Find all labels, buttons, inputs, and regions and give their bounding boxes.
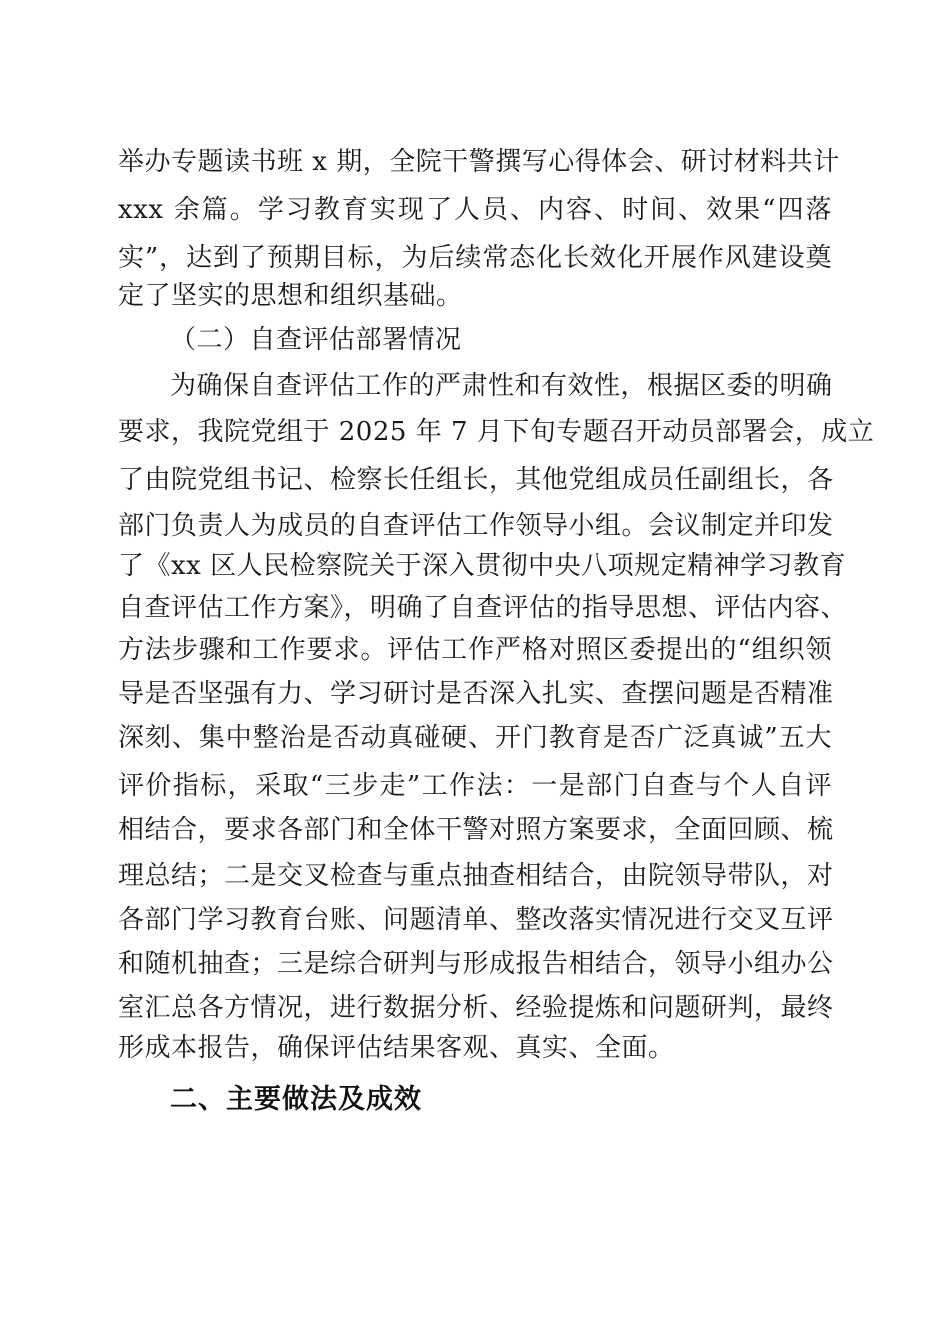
paragraph-line: 了《xx 区人民检察院关于深入贯彻中央八项规定精神学习教育 (118, 551, 847, 581)
paragraph-line: 深刻、集中整治是否动真碰硬、开门教育是否广泛真诚”五大 (118, 723, 832, 753)
paragraph-line: 和随机抽查；三是综合研判与形成报告相结合，领导小组办公 (118, 949, 834, 979)
paragraph-line: 相结合，要求各部门和全体干警对照方案要求，全面回顾、梳 (118, 815, 834, 845)
paragraph-line: xxx 余篇。学习教育实现了人员、内容、时间、效果“四落 (118, 195, 832, 225)
paragraph-line: 理总结；二是交叉检查与重点抽查相结合，由院领导带队，对 (118, 861, 834, 891)
subheading: （二）自查评估部署情况 (170, 325, 462, 355)
paragraph-line: 各部门学习教育台账、问题清单、整改落实情况进行交叉互评 (118, 905, 834, 935)
paragraph-line: 定了坚实的思想和组织基础。 (118, 281, 463, 311)
paragraph-line: 要求，我院党组于 2025 年 7 月下旬专题召开动员部署会，成立 (118, 417, 875, 447)
paragraph-line: 实”，达到了预期目标，为后续常态化长效化开展作风建设奠 (118, 243, 832, 273)
paragraph-line: 室汇总各方情况，进行数据分析、经验提炼和问题研判，最终 (118, 993, 834, 1023)
paragraph-line: 自查评估工作方案》，明确了自查评估的指导思想、评估内容、 (118, 593, 848, 623)
paragraph-line: 方法步骤和工作要求。评估工作严格对照区委提出的“组织领 (118, 635, 832, 665)
section-heading: 二、主要做法及成效 (170, 1084, 422, 1115)
paragraph-line: 形成本报告，确保评估结果客观、真实、全面。 (118, 1033, 675, 1063)
paragraph-line: 评价指标，采取“三步走”工作法：一是部门自查与个人自评 (118, 771, 832, 801)
paragraph-line: 了由院党组书记、检察长任组长，其他党组成员任副组长，各 (118, 465, 834, 495)
paragraph-line: 部门负责人为成员的自查评估工作领导小组。会议制定并印发 (118, 511, 834, 541)
paragraph-line: 导是否坚强有力、学习研讨是否深入扎实、查摆问题是否精准 (118, 679, 834, 709)
paragraph-line: 为确保自查评估工作的严肃性和有效性，根据区委的明确 (170, 371, 833, 401)
paragraph-line: 举办专题读书班 x 期，全院干警撰写心得体会、研讨材料共计 (118, 147, 840, 177)
